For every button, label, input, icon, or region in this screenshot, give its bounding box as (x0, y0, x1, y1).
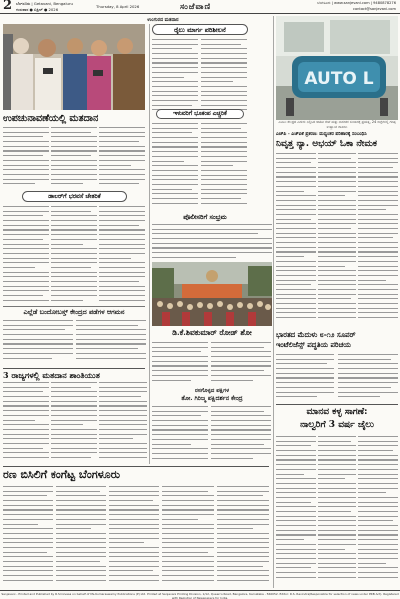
human-trafficking-line1: ಮಾನವ ಕಳ್ಳ ಸಾಗಣೆ: (306, 407, 368, 417)
article-body (51, 382, 97, 464)
article-body (276, 436, 316, 586)
auto-sign: AUTO L (304, 69, 374, 89)
rasagolla-line2: ತೋ. ಗಿರಿಜ್ಮ ಪಕ್ಷಿದರ್ಶನ ಕೇಂದ್ರ (181, 395, 243, 402)
article-body (3, 206, 49, 306)
rasagolla-line1: ರಸಗೊಳ್ಳದ ಪಕ್ಷಿಗಳ (194, 388, 230, 394)
nimhans-heading: ನಿವೃತ್ತ ನ್ಯಾ. ಅಭಯ್ ಓಕಾ ನೇಮಕ (276, 139, 377, 149)
article-body (99, 206, 145, 306)
article-body (109, 486, 159, 586)
page-number: 2 (3, 0, 13, 13)
india-box-line2: ಇಂಟೆಲಿಜೆನ್ಸ್ ಪದ್ಧತಿಯ ಪರಿಚಯ (276, 340, 351, 349)
police-heading: ಪೊಲೀಸರಿಗೆ ಸಂಭ್ರಮ (183, 213, 227, 221)
contact-line: ಬೆಂಗಳೂರು | www.sanjevani.com | 9480878276 (317, 1, 396, 5)
imprint-footer: Sanjevani - Printed and Published by R.Srinivasa on behalf of Ms.Kumaraswamy Publications (P) Ltd. Printed at Sanjevani Printing Division, 1/12, Queen's Road, Bangalore, Karnataka - 560052. Editor: R.S. Ravindra(Responsible for selection of news under PRB Act). Registered with Registrar of Newspapers for India. (1, 592, 399, 599)
article-body (358, 153, 398, 329)
article-body (152, 123, 198, 213)
article-body (3, 486, 53, 586)
auto-photo-art (276, 16, 398, 120)
voting-heading: ಉಪಚುನಾವಣೆಯಲ್ಲಿ ಮತದಾನ (3, 113, 99, 124)
nimhans-kicker: ಎಚ್‌ಪಿ - ಎಚ್‌ಪಿಕೆ ಪ್ರಕರಣ: ಮಧ್ಯಂತರ ಪರಿಹಾರಕ್ಕೆ ಸಂಬಂಧಿಸಿ (276, 132, 367, 137)
top-kicker: ಉಂಗುರದ ಮತದಾನ (147, 18, 179, 23)
newspaper-logo: ಸಂಜೆವಾಣಿ (180, 1, 212, 11)
article-body (211, 406, 271, 466)
contact-email: contact@sanjevani.com (352, 7, 396, 11)
article-body (318, 153, 356, 329)
article-body (51, 206, 97, 306)
date-english: Thursday, 8 April 2026 (96, 4, 140, 9)
article-body (338, 354, 398, 402)
article-body (276, 153, 316, 329)
section-rule (276, 404, 398, 405)
article-body (152, 406, 208, 466)
column-rule (149, 24, 150, 464)
article-body (76, 320, 146, 366)
auto-photo (276, 16, 398, 120)
article-body (358, 436, 398, 586)
article-body (152, 39, 198, 119)
article-body (201, 39, 247, 119)
auto-caption: ಎಟಿಎಂ ಕೇಂದ್ರದ ಎದುರು ನಿಲ್ಲಿಸಿದ ಆಟೋ ಸೇವೆ ಮತ್ತು ನಾಗರಿಕರ ಸಂಚಾರಕ್ಕೆ ಪ್ರಯತ್ನ, 24 ಜಿಲ್ಲೆಗಳಲ್ಲಿ ಗರಿಷ್ಠ ಉಷ್ಣಾಂಶ ದಾಖಲು (278, 120, 396, 129)
edition-line: ಬೆಂಗಳೂರು | Getavani, Bengaluru (16, 1, 73, 6)
human-trafficking-line2: ನಾಲ್ವರಿಗೆ 3 ವರ್ಷ ಜೈಲು (300, 420, 374, 430)
voters-photo (3, 24, 145, 110)
article-body (201, 123, 247, 213)
column-rule (273, 16, 274, 588)
masthead (0, 0, 400, 14)
article-body (3, 127, 49, 189)
article-body (99, 127, 145, 189)
crowd-photo-art (152, 262, 272, 326)
article-body (152, 224, 272, 262)
railway-box: ರೈಲು ಮಾರ್ಗ ಪರಿಶೀಲನೆ (152, 24, 248, 35)
voters-photo-art (3, 24, 145, 110)
article-body (162, 486, 214, 586)
edition-date: ಗುರುವಾರ ● ಏಪ್ರಿಲ್ ● 2026 (16, 7, 59, 12)
article-body (56, 486, 106, 586)
article-body (3, 320, 73, 366)
article-body (152, 342, 208, 386)
crowd-caption: ಡಿ.ಕೆ.ಶಿವಕುಮಾರ್ ರೋಡ್ ಶೋ (172, 328, 252, 337)
section-rule (3, 466, 269, 467)
heat-heading: ರಣ ಬಿಸಿಲಿಗೆ ಕಂಗೆಟ್ಟ ಬೆಂಗಳೂರು (3, 468, 121, 481)
article-body (51, 127, 97, 189)
article-body (217, 486, 269, 586)
three-states-heading: 3 ರಾಜ್ಯಗಳಲ್ಲಿ ಮತದಾನ ಶಾಂತಿಯುತ (3, 368, 145, 381)
article-body (3, 382, 49, 464)
article-body (318, 436, 356, 586)
crowd-photo (152, 262, 272, 326)
election-box: ಎಲ್ಲೆಡೆ ಬಂದೋಬಸ್ತ್ ಕೇಂದ್ರದ ಪಡೆಗಳ ಆಗಮನ (3, 306, 145, 317)
inner-box: ಇಳುವರಿಗೆ ಭೂಕಂಪ ಎಚ್ಚರಿಕೆ (156, 109, 244, 119)
article-body (211, 342, 271, 386)
dollar-box: ಡಾಲರ್‌ಗೆ ಭರವಸೆ ಚೇತರಿಕೆ (22, 191, 127, 202)
article-body (276, 354, 334, 402)
article-body (99, 382, 147, 464)
india-box-line1: ಭಾರತದ ಮೆದುಳು ೮-೧೨ ಸೂಪರ್ (276, 330, 356, 339)
